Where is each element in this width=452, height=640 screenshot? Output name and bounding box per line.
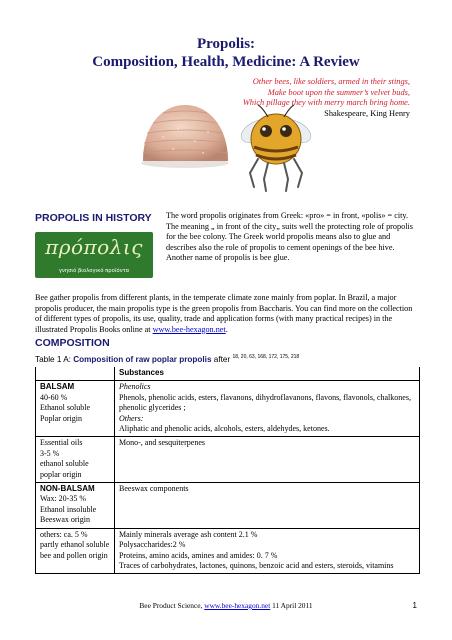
quote-line-2: Make boot upon the summer’s velvet buds, <box>267 87 410 97</box>
beehive-skep-image <box>133 97 238 169</box>
page-title-line1: Propolis: <box>196 36 256 52</box>
substance-line: Mainly minerals average ash content 2.1 % <box>119 529 258 539</box>
table-header-row <box>36 367 420 381</box>
category-line: ethanol soluble <box>40 459 89 469</box>
section-heading-composition: COMPOSITION <box>35 337 110 349</box>
section-heading-history: PROPOLIS IN HISTORY <box>35 212 152 224</box>
category-line: Poplar origin <box>40 413 82 423</box>
table-header-empty <box>36 367 115 381</box>
substance-line: Proteins, amino acids, amines and amides: 0. 7 % <box>119 550 278 560</box>
substance-line: Aliphatic and phenolic acids, alcohols, esters, aldehydes, ketones. <box>119 424 330 434</box>
category-line: bee and pollen origin <box>40 550 108 560</box>
footer-date: 11 April 2011 <box>270 601 313 610</box>
table-cell-substances <box>115 437 420 483</box>
category-line: Essential oils <box>40 438 83 448</box>
bee-icon <box>232 101 318 194</box>
table-cell-category <box>36 528 115 574</box>
category-line: Beeswax origin <box>40 515 90 525</box>
substance-line: Mono-, and sesquiterpenes <box>119 438 205 448</box>
quote-line-1: Other bees, like soldiers, armed in their stings, <box>252 77 410 86</box>
substance-line: Phenolics <box>119 382 151 392</box>
gathering-end: . <box>225 324 228 334</box>
category-line: Ethanol soluble <box>40 403 90 413</box>
bee-hexagon-link[interactable]: www.bee-hexagon.net <box>152 324 226 334</box>
category-line: 40-60 % <box>40 392 68 402</box>
table-cell-category <box>36 381 115 437</box>
category-line: Ethanol insoluble <box>40 504 97 514</box>
table-row <box>36 437 420 483</box>
category-line: partly ethanol soluble <box>40 540 110 550</box>
substance-line: Traces of carbohydrates, lactones, quinons, benzoic acid and esters, steroids, vitamins <box>119 560 394 570</box>
category-line: BALSAM <box>40 382 75 392</box>
gathering-text: Bee gather propolis from different plants, in the temperate climate zone mainly from poplar. In Brazil, a major propolis producer, the main propolis type is the green propolis from Baccharis. You can find more on the collection of different types of propolis, its use, quality, trade and application forms (with many practical recipes) in the illustrated Propolis Books online at <box>35 293 413 334</box>
table-cell-substances <box>115 483 420 529</box>
footer-link[interactable]: www.bee-hexagon.net <box>204 601 271 610</box>
table-row <box>36 528 420 574</box>
footer-text: Bee Product Science, <box>139 601 205 610</box>
caption-prefix: Table 1 A: <box>35 355 74 364</box>
quote-line-3: Which pillage they with merry march bring home. <box>242 98 410 108</box>
logo-word: πρόπολις <box>45 235 143 259</box>
table-cell-substances <box>115 381 420 437</box>
category-line: 3-5 % <box>40 448 60 458</box>
table-cell-category <box>36 437 115 483</box>
caption-references: 18, 20, 63, 168, 172, 175, 218 <box>232 354 300 360</box>
substance-line: Polysaccharides:2 % <box>119 540 186 550</box>
category-line: poplar origin <box>40 469 82 479</box>
gathering-paragraph <box>35 293 420 335</box>
category-line: NON-BALSAM <box>40 484 95 494</box>
table-cell-category <box>36 483 115 529</box>
caption-title: Composition of raw poplar propolis <box>73 355 212 364</box>
history-paragraph: The word propolis originates from Greek: «pro» = in front, «polis» = city. The meaning „ in front of the city„ suits well the protecting role of propolis for the bee colony. The Greek world propolis means also to glue and describes also the role of propolis to cement openings of the bee hive. Another name of propolis is bee glue. <box>166 211 413 263</box>
quote-attribution: Shakespeare, King Henry <box>324 108 410 118</box>
propolis-logo <box>35 232 153 278</box>
substance-line: Beeswax components <box>119 484 189 494</box>
table-row <box>36 381 420 437</box>
category-line: Wax: 20-35 % <box>40 494 87 504</box>
table-caption <box>35 354 299 364</box>
caption-after: after <box>211 355 233 364</box>
composition-table <box>35 367 420 574</box>
logo-caption: γνησιό βιολογικό προϊόντα <box>58 268 130 274</box>
table-header-substances: Substances <box>115 367 420 381</box>
table-cell-substances <box>115 528 420 574</box>
table-row <box>36 483 420 529</box>
page-title-line2: Composition, Health, Medicine: A Review <box>92 54 360 70</box>
page-footer <box>0 601 452 610</box>
page-number: 1 <box>412 601 417 610</box>
substance-line: Others: <box>119 413 144 423</box>
substance-line: Phenols, phenolic acids, esters, flavanons, dihydroflavanons, flavons, flavonols, chalkones, phenolic glycerides ; <box>119 392 411 413</box>
category-line: others: ca. 5 % <box>40 529 88 539</box>
